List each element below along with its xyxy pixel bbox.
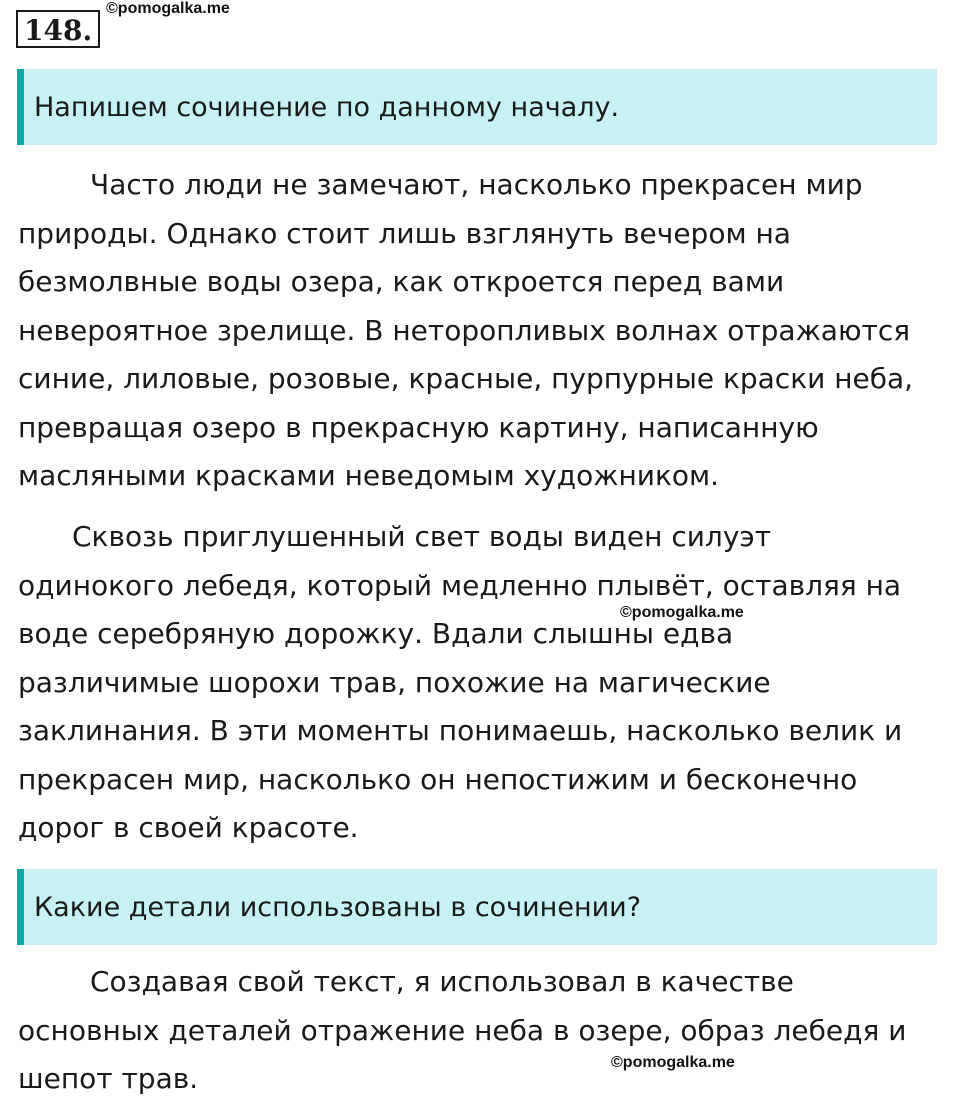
task-number: 148. [16,10,100,48]
text-line: масляными красками неведомым художником. [18,459,720,492]
text-line: Сквозь приглушенный свет воды виден силуэт [72,520,772,553]
watermark-middle: ©pomogalka.me [620,604,744,621]
watermark-bottom: ©pomogalka.me [611,1054,735,1071]
text-line: одинокого лебедя, который медленно плывёт, оставляя на [18,568,902,602]
essay-paragraph-1 [18,161,938,501]
text-line: превращая озеро в прекрасную картину, написанную [18,410,819,444]
text-line: природы. Однако стоит лишь взглянуть вечером на [18,216,791,250]
text-line: шепот трав. [18,1062,199,1095]
text-line: различимые шорохи трав, похожие на магические [18,665,771,699]
text-line: воде серебряную дорожку. Вдали слышны едва [18,617,734,650]
essay-paragraph-2 [18,513,938,853]
section-heading-details [17,869,937,945]
section-heading-details-text: Какие детали использованы в сочинении? [34,891,642,923]
answer-paragraph [18,958,938,1104]
text-line: основных деталей отражение неба в озере, образ лебедя и [18,1013,907,1047]
text-line: невероятное зрелище. В неторопливых волнах отражаются [18,313,911,347]
text-line: Часто люди не замечают, насколько прекрасен мир [90,168,863,201]
text-line: дорог в своей красоте. [18,811,359,844]
text-line: прекрасен мир, насколько он непостижим и бесконечно [18,762,858,796]
text-line: безмолвные воды озера, как откроется перед вами [18,265,785,298]
text-line: заклинания. В эти моменты понимаешь, насколько велик и [18,714,903,747]
section-heading-essay-text: Напишем сочинение по данному началу. [34,91,620,123]
text-line: синие, лиловые, розовые, красные, пурпурные краски неба, [18,362,914,395]
text-line: Создавая свой текст, я использовал в качестве [90,965,794,998]
watermark-top: ©pomogalka.me [106,0,230,17]
section-heading-essay [17,69,937,145]
